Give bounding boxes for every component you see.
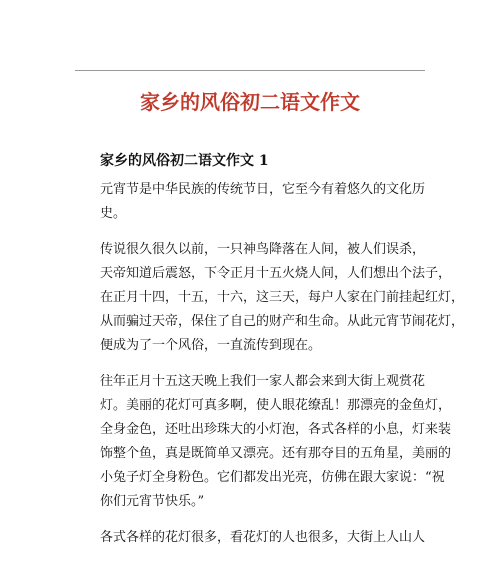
- paragraph-line: 往年正月十五这天晚上我们一家人都会来到大街上观赏花: [100, 374, 426, 389]
- paragraph-line: 史。: [100, 206, 127, 221]
- paragraph-line: 在正月十四，十五，十六，这三天，每户人家在门前挂起红灯，: [100, 290, 465, 305]
- paragraph-line: 全身金色，还吐出珍珠大的小灯泡，各式各样的小息，灯来装: [100, 422, 452, 437]
- paragraph-line: 元宵节是中华民族的传统节日，它至今有着悠久的文化历: [100, 182, 426, 197]
- paragraph: [100, 178, 425, 226]
- paragraph-line: 你们元宵节快乐。”: [100, 494, 205, 509]
- paragraph-line: 传说很久很久以前，一只神鸟降落在人间，被人们误杀，: [100, 242, 426, 257]
- paragraph-line: 便成为了一个风俗，一直流传到现在。: [100, 338, 322, 353]
- paragraph: [100, 370, 452, 514]
- paragraph-line: 灯。美丽的花灯可真多啊，使人眼花缭乱！那漂亮的金鱼灯，: [100, 398, 452, 413]
- paragraph: [100, 238, 465, 358]
- paragraph-line: 小兔子灯全身粉色。它们都发出光亮，仿佛在跟大家说：“祝: [100, 470, 445, 485]
- document-body: [100, 178, 465, 562]
- section-heading: 家乡的风俗初二语文作文 1: [100, 153, 269, 169]
- paragraph-line: 饰整个鱼，真是既简单又漂亮。还有那夺目的五角星，美丽的: [100, 446, 452, 461]
- paragraph-line: 从而骗过天帝，保住了自己的财产和生命。从此元宵节闹花灯，: [100, 314, 465, 329]
- document-title: 家乡的风俗初二语文作文: [140, 90, 360, 114]
- paragraph-line: 天帝知道后震怒，下令正月十五火烧人间，人们想出个法子，: [100, 266, 452, 281]
- header-divider: [75, 70, 425, 71]
- paragraph: [100, 526, 425, 550]
- paragraph-line: 各式各样的花灯很多，看花灯的人也很多，大街上人山人: [100, 530, 426, 545]
